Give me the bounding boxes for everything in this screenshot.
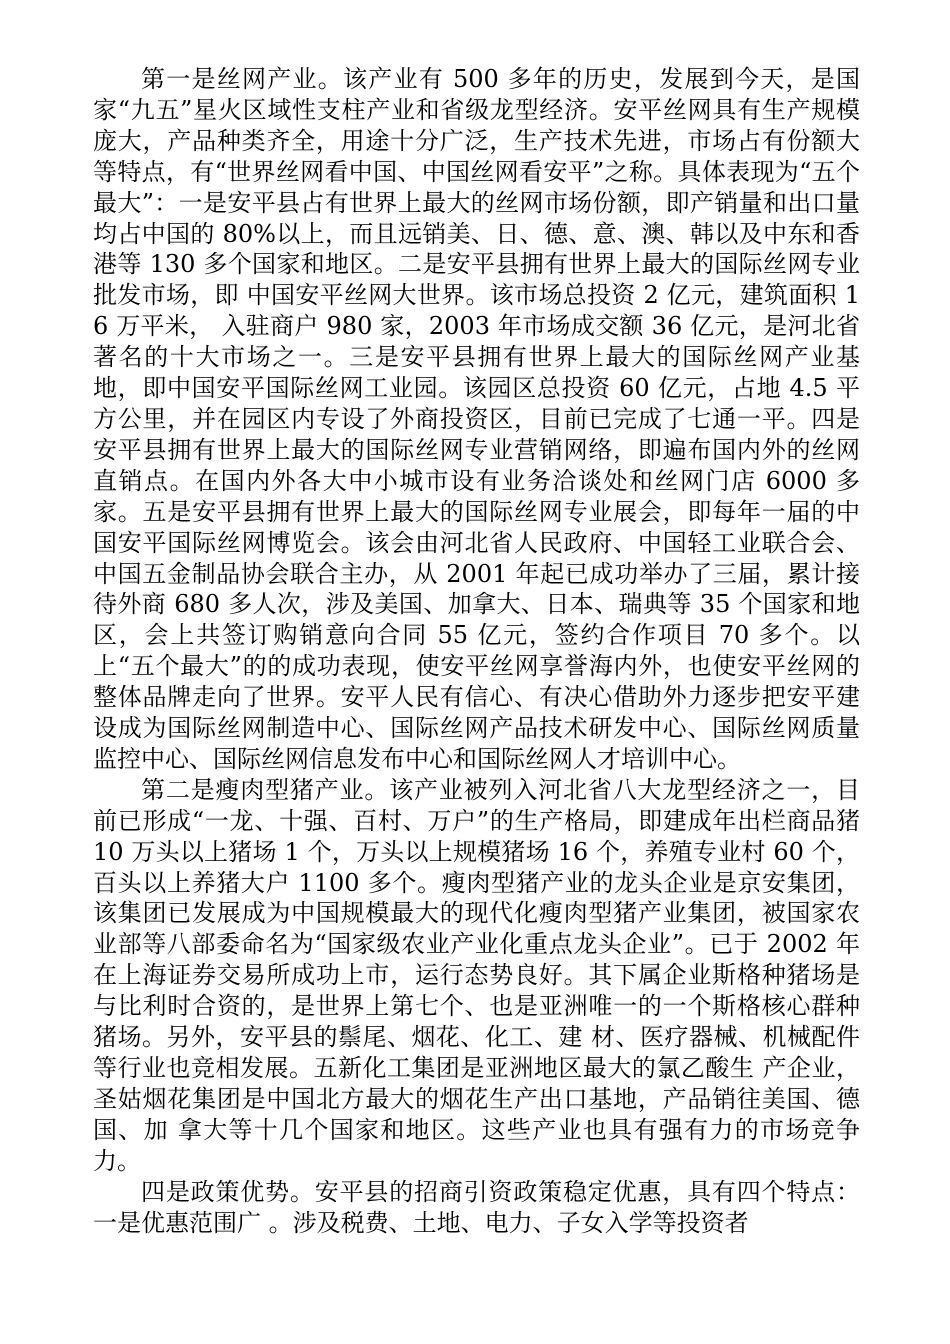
- paragraph-lean-pig-industry: 第二是瘦肉型猪产业。该产业被列入河北省八大龙型经济之一，目前已形成“一龙、十强、百村、万户”的生产格局，即建成年出栏商品猪 10 万头以上猪场 1 个，万头以上规模猪场 16 个，养殖专业村 60 个，百头以上养猪大户 1100 多个。瘦肉型猪产业的龙头企业是京安集团，该集团已发展成为中国规模最大的现代化瘦肉型猪产业集团，被国家农业部等八部委命名为“国家级农业产业化重点龙头企业”。已于 2002 年在上海证券交易所成功上市，运行态势良好。其下属企业斯格种猪场是与比利时合资的，是世界上第七个、也是亚洲唯一的一个斯格核心群种猪场。另外，安平县的鬃尾、烟花、化工、建 材、医疗器械、机械配件等行业也竞相发展。五新化工集团是亚洲地区最大的氯乙酸生 产企业，圣姑烟花集团是中国北方最大的烟花生产出口基地，产品销往美国、德国、加 拿大等十几个国家和地区。这些产业也具有强有力的市场竞争力。: [93, 775, 860, 1175]
- paragraph-silk-mesh-industry: 第一是丝网产业。该产业有 500 多年的历史，发展到今天，是国家“九五”星火区域性支柱产业和省级龙型经济。安平丝网具有生产规模庞大，产品种类齐全，用途十分广泛，生产技术先进，市场占有份额大等特点，有“世界丝网看中国、中国丝网看安平”之称。具体表现为“五个最大”：一是安平县占有世界上最大的丝网市场份额，即产销量和出口量均占中国的 80%以上，而且远销美、日、德、意、澳、韩以及中东和香港等 130 多个国家和地区。二是安平县拥有世界上最大的国际丝网专业批发市场，即 中国安平丝网大世界。该市场总投资 2 亿元，建筑面积 16 万平米， 入驻商户 980 家，2003 年市场成交额 36 亿元，是河北省著名的十大市场之一。三是安平县拥有世界上最大的国际丝网产业基地，即中国安平国际丝网工业园。该园区总投资 60 亿元，占地 4.5 平方公里，并在园区内专设了外商投资区，目前已完成了七通一平。四是安平县拥有世界上最大的国际丝网专业营销网络，即遍布国内外的丝网直销点。在国内外各大中小城市设有业务洽谈处和丝网门店 6000 多家。五是安平县拥有世界上最大的国际丝网专业展会，即每年一届的中国安平国际丝网博览会。该会由河北省人民政府、中国轻工业联合会、中国五金制品协会联合主办，从 2001 年起已成功举办了三届，累计接待外商 680 多人次，涉及美国、加拿大、日本、瑞典等 35 个国家和地区，会上共签订购销意向合同 55 亿元，签约合作项目 70 多个。以上“五个最大”的的成功表现，使安平丝网享誉海内外，也使安平丝网的整体品牌走向了世界。安平人民有信心、有决心借助外力逐步把安平建设成为国际丝网制造中心、国际丝网产品技术研发中心、国际丝网质量监控中心、国际丝网信息发布中心和国际丝网人才培训中心。: [93, 65, 860, 773]
- document-body: [93, 64, 860, 1238]
- paragraph-policy-advantage: 四是政策优势。安平县的招商引资政策稳定优惠，具有四个特点：一是优惠范围广 。涉及税费、土地、电力、子女入学等投资者: [93, 1177, 860, 1237]
